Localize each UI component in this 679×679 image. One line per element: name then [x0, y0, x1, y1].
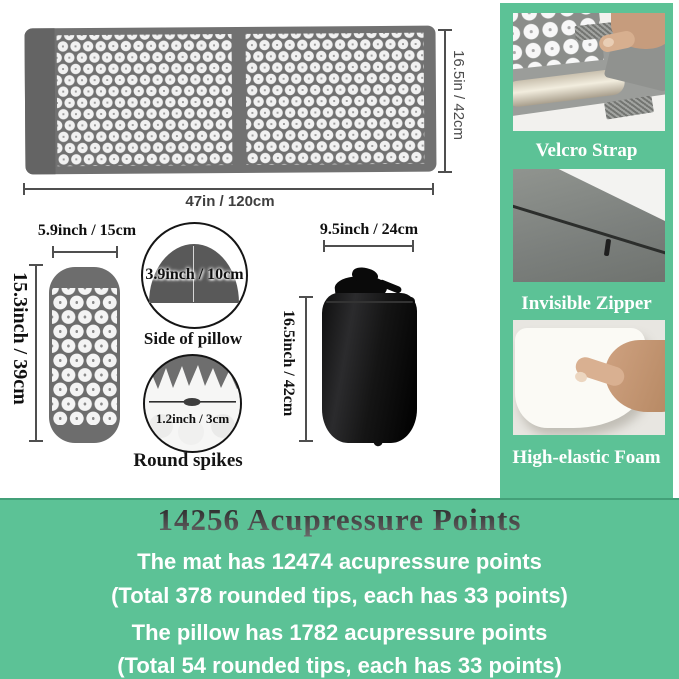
mat-height-tick-bottom	[438, 171, 452, 173]
bag-width-line	[323, 245, 414, 247]
mat-height-label: 16.5in / 42cm	[450, 50, 467, 141]
pillow-width-tick-right	[116, 246, 118, 258]
bag-top-seam	[326, 301, 413, 303]
spike-closeup-graphic	[145, 356, 240, 451]
side-of-pillow-caption: Side of pillow	[143, 329, 243, 348]
mat-spike-panel-left	[57, 34, 233, 166]
pillow-width-label: 5.9inch / 15cm	[37, 222, 137, 239]
pillow-illustration	[49, 267, 120, 443]
foam-caption: High-elastic Foam	[512, 447, 661, 468]
round-spikes-circle	[143, 354, 242, 453]
mat-height-line	[444, 29, 446, 173]
pillow-width-line	[52, 251, 118, 253]
pillow-height-tick-top	[29, 264, 43, 266]
round-spikes-caption: Round spikes	[133, 450, 243, 471]
side-dimension-label: 3.9inch / 10cm	[145, 266, 244, 283]
side-of-pillow-circle	[141, 222, 248, 329]
summary-line-pillow-detail: (Total 54 rounded tips, each has 33 points)	[117, 653, 562, 678]
bag-height-tick-bottom	[299, 440, 313, 442]
feature-photo-foam	[513, 320, 665, 435]
pillow-spike-panel	[52, 288, 117, 425]
mat-fold-edge	[24, 28, 55, 174]
bag-height-line	[305, 296, 307, 442]
pillow-height-tick-bottom	[29, 440, 43, 442]
mat-spike-panel-right	[246, 33, 425, 165]
summary-title: 14256 Acupressure Points	[0, 502, 679, 538]
bag-illustration	[322, 293, 417, 443]
mat-width-label: 47in / 120cm	[185, 193, 275, 210]
feature-photo-zipper	[513, 169, 665, 282]
mat-width-tick-right	[432, 183, 434, 195]
spike-dimension-label: 1.2inch / 3cm	[155, 411, 230, 426]
pillow-width-tick-left	[52, 246, 54, 258]
pillow-height-line	[35, 264, 37, 442]
feature-photo-velcro	[513, 13, 665, 131]
mat-illustration	[24, 26, 436, 175]
velcro-caption: Velcro Strap	[535, 140, 638, 161]
pillow-height-label: 15.3inch / 39cm	[9, 272, 31, 405]
mat-width-tick-left	[23, 183, 25, 195]
zipper-caption: Invisible Zipper	[521, 293, 652, 314]
mat-width-line	[23, 188, 434, 190]
bag-width-tick-right	[412, 240, 414, 252]
bag-width-label: 9.5inch / 24cm	[319, 221, 419, 238]
summary-line-mat: The mat has 12474 acupressure points	[137, 549, 542, 574]
summary-line-mat-detail: (Total 378 rounded tips, each has 33 points)	[111, 583, 568, 608]
bag-height-label: 16.5inch / 42cm	[280, 310, 297, 417]
summary-line-pillow: The pillow has 1782 acupressure points	[131, 620, 548, 645]
bag-width-tick-left	[323, 240, 325, 252]
bag-height-tick-top	[299, 296, 313, 298]
mat-height-tick-top	[438, 29, 452, 31]
